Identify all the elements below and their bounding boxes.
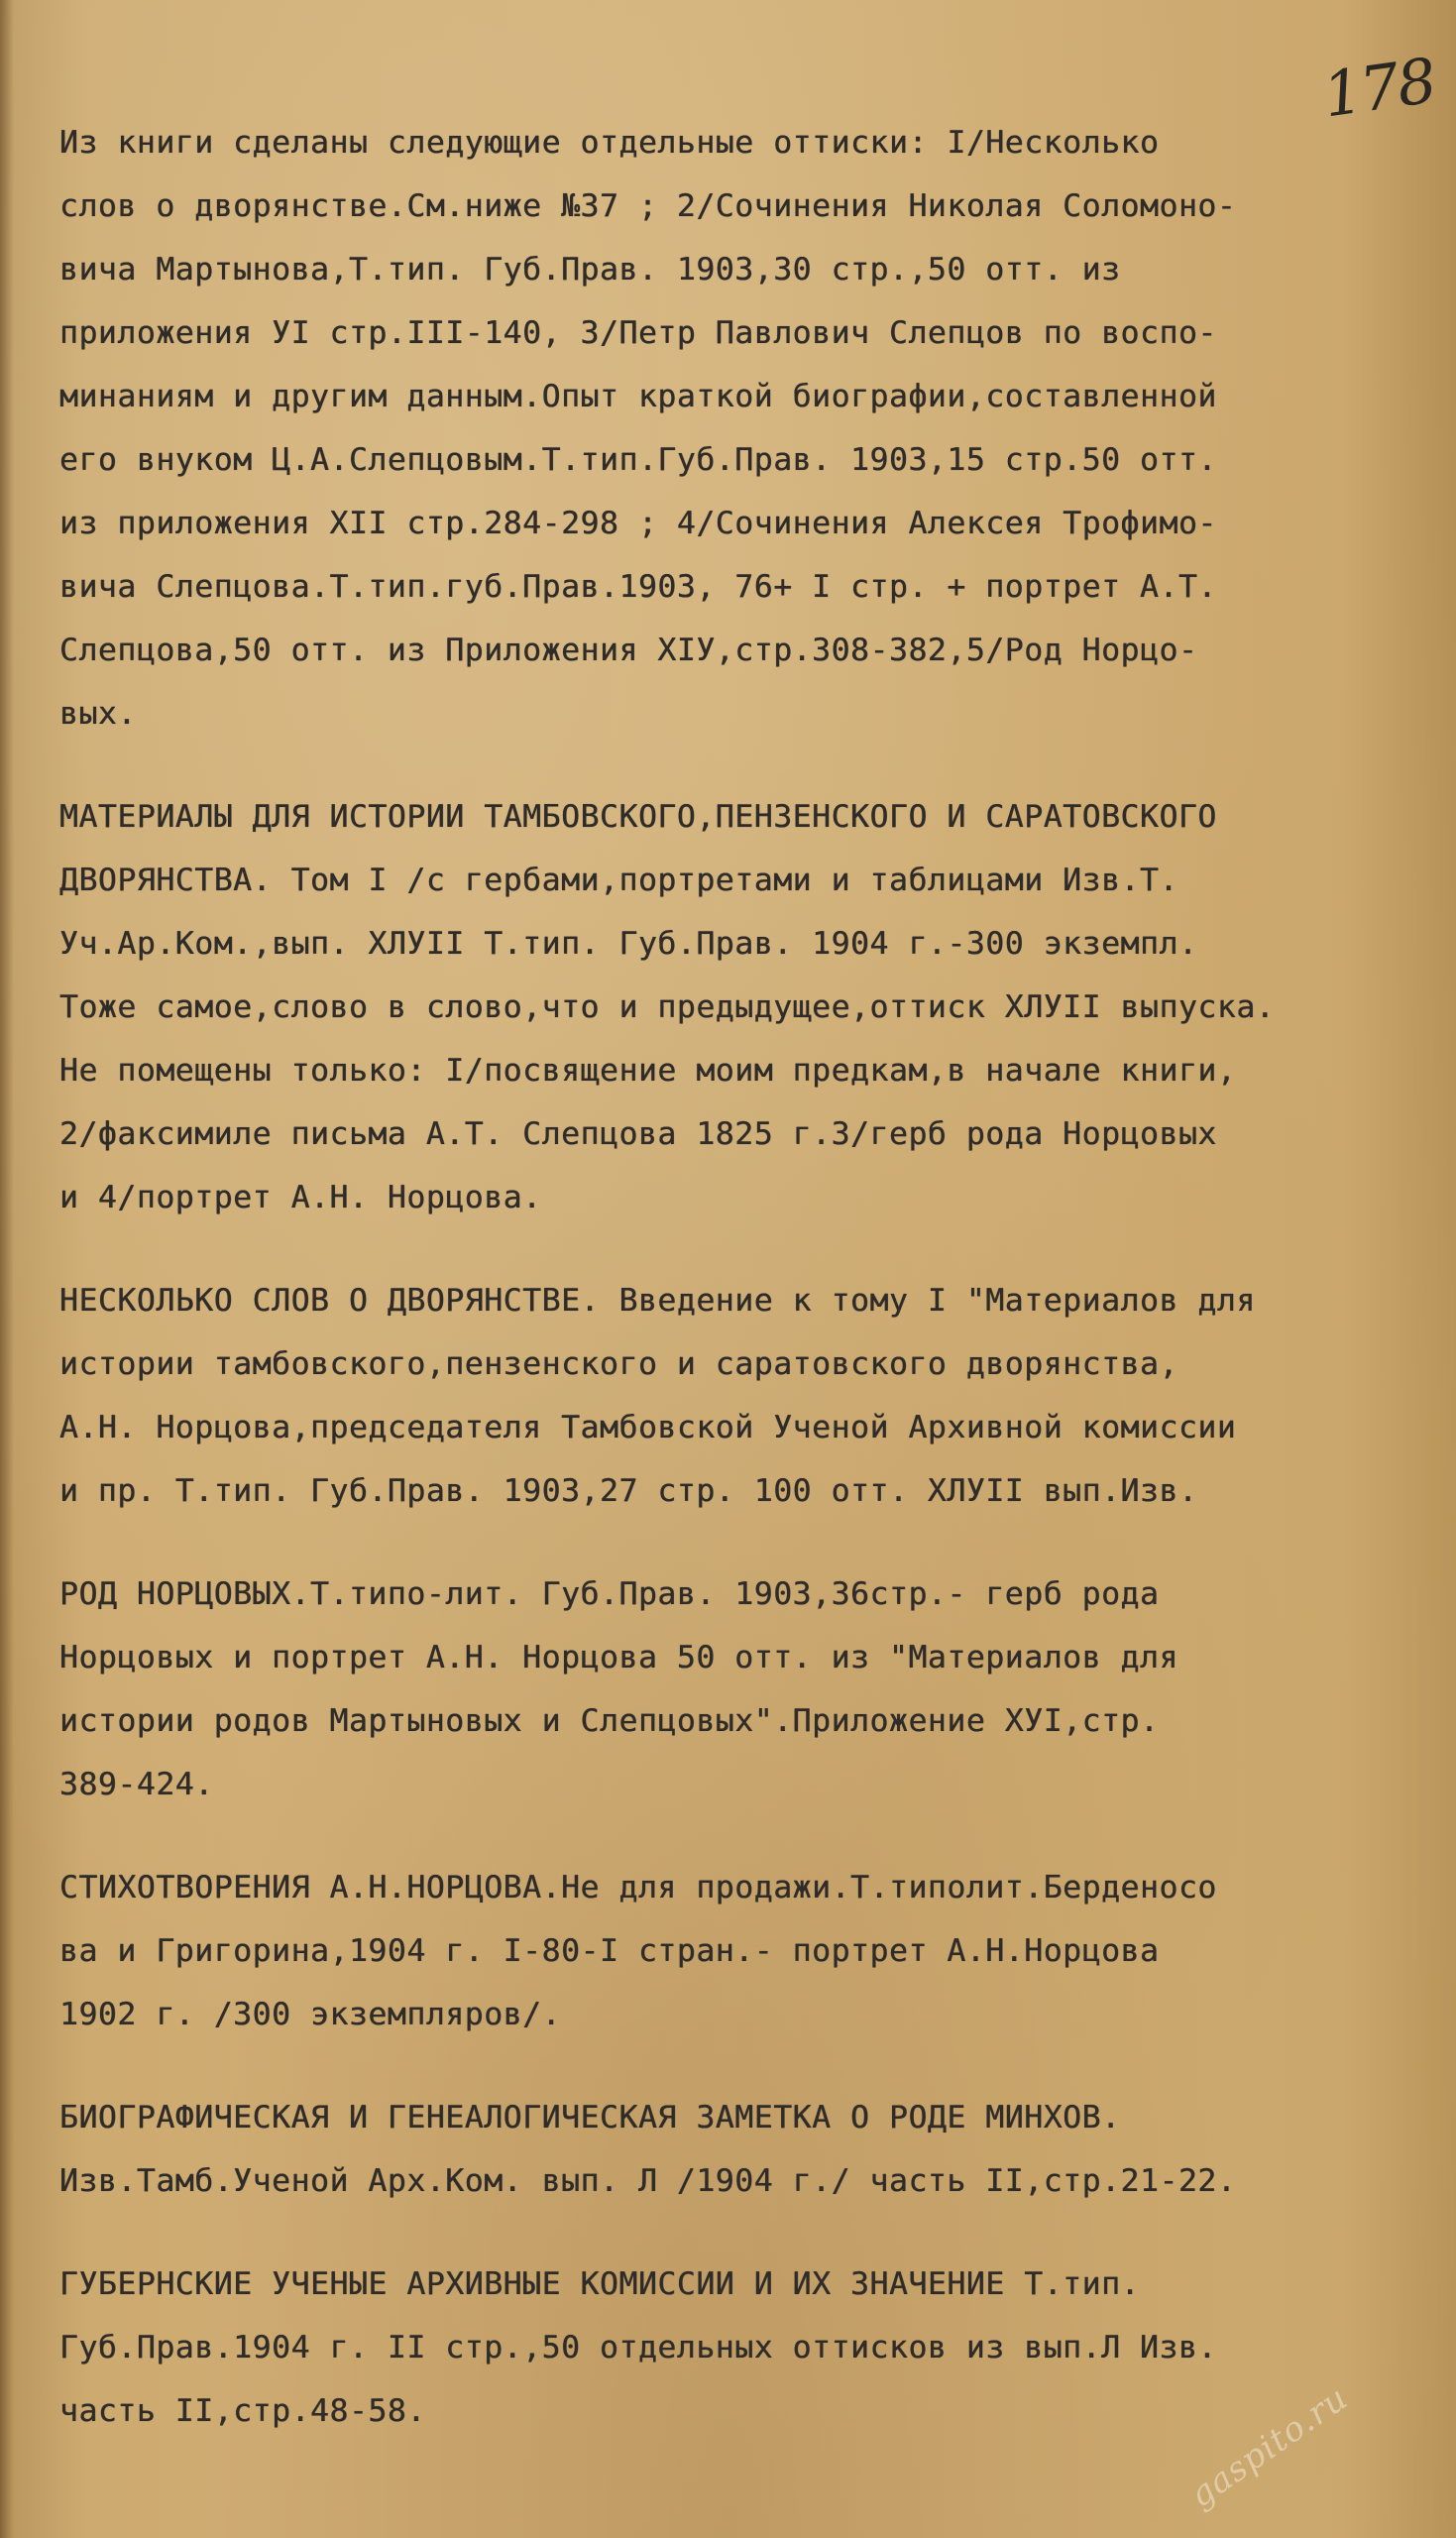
- text-line: Не помещены только: I/посвящение моим предкам,в начале книги,: [59, 1053, 1237, 1089]
- text-line: БИОГРАФИЧЕСКАЯ И ГЕНЕАЛОГИЧЕСКАЯ ЗАМЕТКА О РОДЕ МИНХОВ.: [59, 2100, 1121, 2135]
- page-edge-shadow: [0, 0, 14, 2538]
- text-line: истории родов Мартыновых и Слепцовых".Приложение ХУI,стр.: [59, 1703, 1160, 1739]
- text-line: минаниям и другим данным.Опыт краткой биографии,составленной: [59, 379, 1217, 414]
- text-line: 389-424.: [59, 1767, 214, 1802]
- text-line: ва и Григорина,1904 г. I-80-I стран.- портрет А.Н.Норцова: [59, 1933, 1160, 1969]
- text-line: 1902 г. /300 экземпляров/.: [59, 1997, 562, 2032]
- entry-archive-commissions: [59, 2252, 1388, 2443]
- text-line: Изв.Тамб.Ученой Арх.Ком. вып. Л /1904 г./ часть II,стр.21-22.: [59, 2163, 1237, 2199]
- text-line: и 4/портрет А.Н. Норцова.: [59, 1180, 542, 1215]
- text-line: и пр. Т.тип. Губ.Прав. 1903,27 стр. 100 отт. ХЛУII вып.Изв.: [59, 1473, 1198, 1509]
- text-line: РОД НОРЦОВЫХ.Т.типо-лит. Губ.Прав. 1903,36стр.- герб рода: [59, 1576, 1160, 1612]
- text-line: ДВОРЯНСТВА. Том I /с гербами,портретами и таблицами Изв.Т.: [59, 863, 1178, 898]
- text-line: МАТЕРИАЛЫ ДЛЯ ИСТОРИИ ТАМБОВСКОГО,ПЕНЗЕНСКОГО И САРАТОВСКОГО: [59, 799, 1217, 835]
- text-line: Слепцова,50 отт. из Приложения XIУ,стр.308-382,5/Род Норцо-: [59, 633, 1198, 668]
- text-line: Уч.Ар.Ком.,вып. ХЛУII Т.тип. Губ.Прав. 1904 г.-300 экземпл.: [59, 926, 1198, 962]
- text-line: вича Мартынова,Т.тип. Губ.Прав. 1903,30 стр.,50 отт. из: [59, 252, 1121, 288]
- text-line: НЕСКОЛЬКО СЛОВ О ДВОРЯНСТВЕ. Введение к тому I "Материалов для: [59, 1283, 1256, 1319]
- text-line: Из книги сделаны следующие отдельные оттиски: I/Несколько: [59, 125, 1160, 161]
- text-line: из приложения XII стр.284-298 ; 4/Сочинения Алексея Трофимо-: [59, 506, 1217, 541]
- text-line: 2/факсимиле письма А.Т. Слепцова 1825 г.3/герб рода Норцовых: [59, 1116, 1217, 1152]
- text-line: его внуком Ц.А.Слепцовым.Т.тип.Губ.Прав. 1903,15 стр.50 отт.: [59, 442, 1217, 478]
- entry-offprints: [59, 111, 1388, 746]
- text-line: истории тамбовского,пензенского и саратовского дворянства,: [59, 1346, 1178, 1382]
- entry-poems: [59, 1856, 1388, 2046]
- text-line: приложения УI стр.III-140, 3/Петр Павлович Слепцов по воспо-: [59, 315, 1217, 351]
- text-line: СТИХОТВОРЕНИЯ А.Н.НОРЦОВА.Не для продажи.Т.типолит.Берденосо: [59, 1870, 1217, 1905]
- text-line: вича Слепцова.Т.тип.губ.Прав.1903, 76+ I стр. + портрет А.Т.: [59, 569, 1217, 605]
- text-line: Губ.Прав.1904 г. II стр.,50 отдельных оттисков из вып.Л Изв.: [59, 2330, 1217, 2365]
- typewritten-text: [59, 111, 1388, 2443]
- text-line: часть II,стр.48-58.: [59, 2393, 426, 2429]
- text-line: А.Н. Норцова,председателя Тамбовской Ученой Архивной комиссии: [59, 1410, 1237, 1445]
- page-number: 178: [1318, 44, 1439, 132]
- text-line: Тоже самое,слово в слово,что и предыдущее,оттиск ХЛУII выпуска.: [59, 989, 1276, 1025]
- entry-biographical-note: [59, 2086, 1388, 2213]
- watermark: gaspito.ru: [1182, 2377, 1356, 2516]
- entry-materials: [59, 785, 1388, 1229]
- text-line: вых.: [59, 696, 137, 732]
- entry-few-words: [59, 1269, 1388, 1523]
- text-line: ГУБЕРНСКИЕ УЧЕНЫЕ АРХИВНЫЕ КОМИССИИ И ИХ ЗНАЧЕНИЕ Т.тип.: [59, 2266, 1141, 2302]
- text-line: слов о дворянстве.См.ниже №37 ; 2/Сочинения Николая Соломоно-: [59, 188, 1237, 224]
- entry-norcov-family: [59, 1562, 1388, 1816]
- text-line: Норцовых и портрет А.Н. Норцова 50 отт. из "Материалов для: [59, 1640, 1178, 1675]
